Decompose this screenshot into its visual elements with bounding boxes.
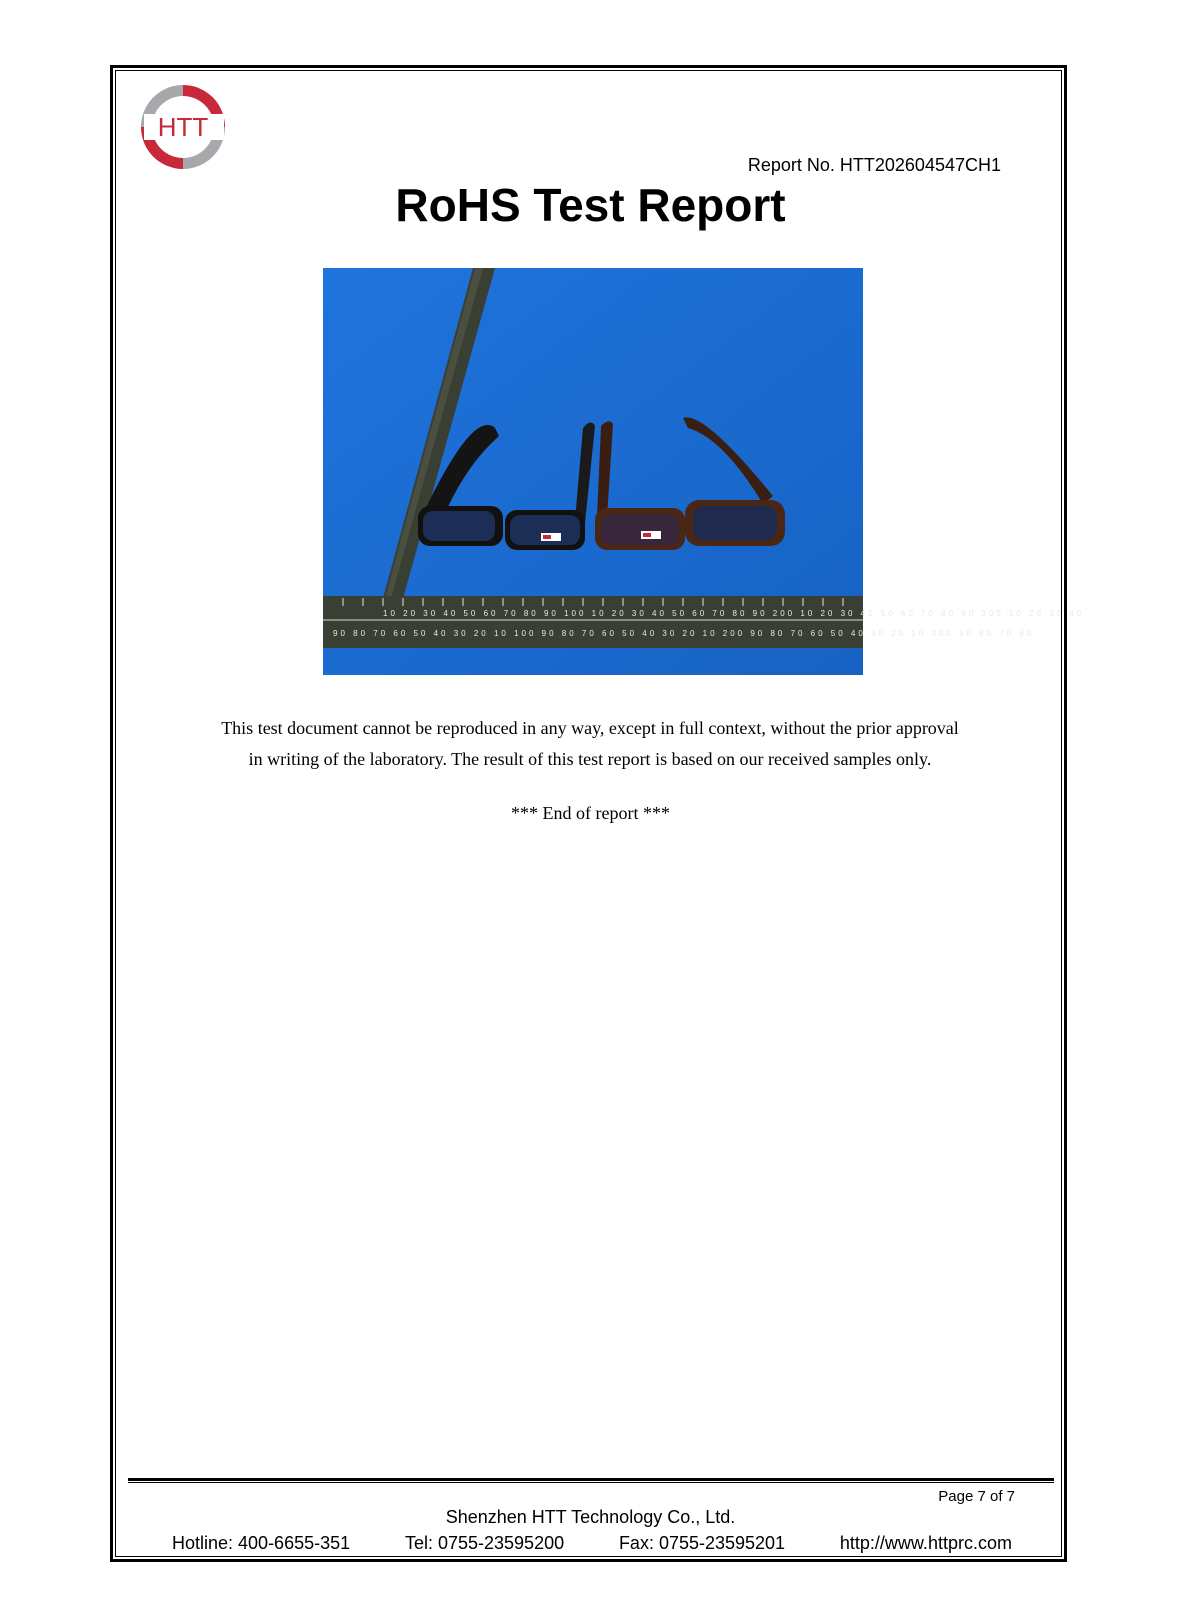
fax: Fax: 0755-23595201: [618, 1533, 786, 1553]
end-of-report: *** End of report ***: [511, 803, 670, 823]
hotline: Hotline: 400-6655-351: [172, 1533, 351, 1553]
sample-photo: [323, 268, 1085, 675]
ruler-horizontal: [323, 596, 863, 648]
report-number: Report No. HTT202604547CH1: [747, 155, 1001, 175]
telephone: Tel: 0755-23595200: [404, 1533, 565, 1553]
footer-rule: [128, 1478, 1054, 1483]
logo-text: HTT: [157, 112, 209, 142]
svg-text:10 20 30 40 50 60 70 80 90 100: 10 20 30 40 50 60 70 80 90 100 10 20 30 40 50 60 70 80 90 200 10 20 30 40 50 60 70 80 90 300 10 20 30 40: [383, 609, 1085, 618]
footer-contacts: [172, 1533, 1012, 1554]
report-title: RoHS Test Report: [395, 179, 786, 231]
website-link[interactable]: http://www.httprc.com: [839, 1533, 1012, 1553]
company-name: Shenzhen HTT Technology Co., Ltd.: [445, 1507, 736, 1527]
disclaimer-line-1: This test document cannot be reproduced in any way, except in full context, without the prior approval: [221, 718, 959, 738]
page-number: Page 7 of 7: [938, 1488, 1015, 1505]
disclaimer-line-2: in writing of the laboratory. The result of this test report is based on our received samples only.: [248, 749, 932, 769]
svg-text:90 80 70 60 50 40 30 20 10 100: 90 80 70 60 50 40 30 20 10 100 90 80 70 60 50 40 30 20 10 200 90 80 70 60 50 40 30 20 10 300 90 80 70 60: [333, 629, 1035, 638]
htt-logo: [136, 80, 230, 174]
disclaimer: [150, 713, 1030, 775]
